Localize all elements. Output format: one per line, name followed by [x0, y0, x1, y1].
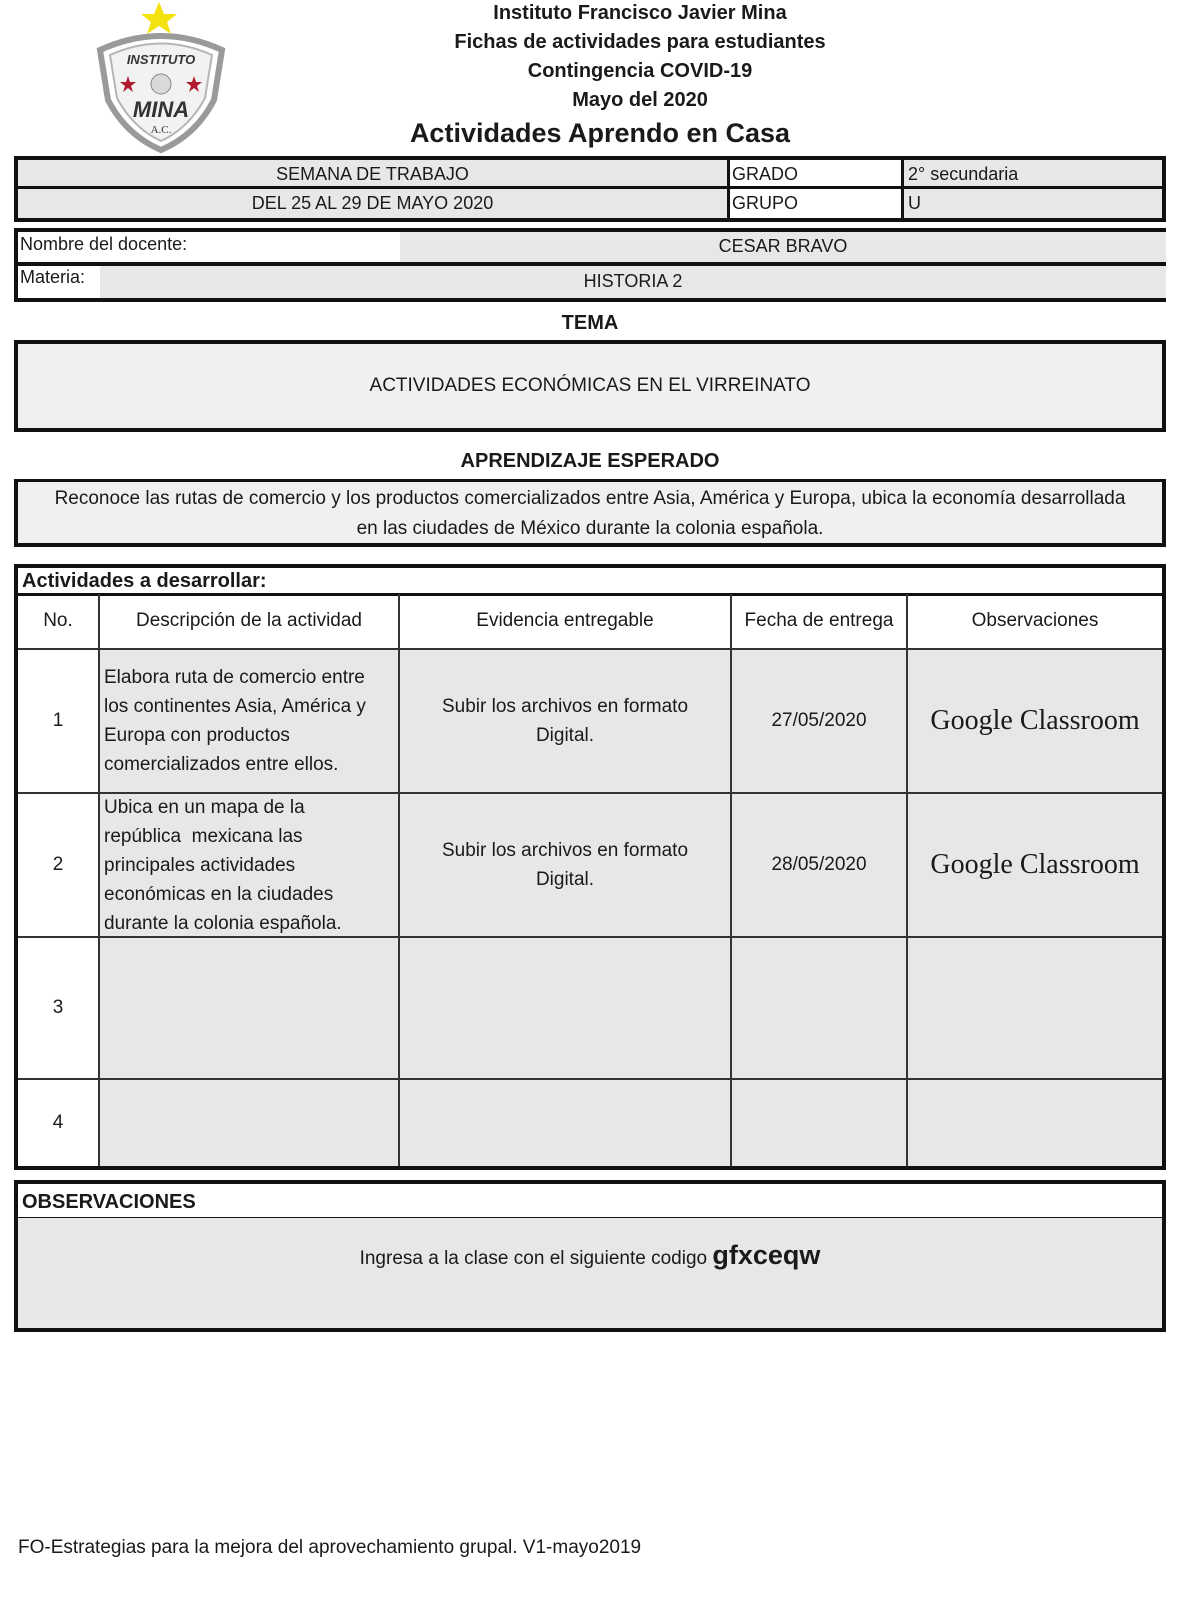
row-4-evidencia	[400, 1080, 732, 1166]
svg-text:A.C.: A.C.	[150, 124, 172, 136]
aprendizaje-title: APRENDIZAJE ESPERADO	[460, 450, 720, 472]
row-3-descripcion	[100, 938, 400, 1080]
header-observaciones: Observaciones	[908, 594, 1162, 650]
row-2-evidencia	[400, 794, 732, 938]
svg-text:INSTITUTO: INSTITUTO	[126, 52, 196, 67]
row-4-no: 4	[18, 1080, 100, 1166]
row-3-no: 3	[18, 938, 100, 1080]
row-3-evidencia	[400, 938, 732, 1080]
row-1-desc-line-2: los continentes Asia, América y	[104, 696, 366, 717]
observaciones-title: OBSERVACIONES	[14, 1180, 1166, 1220]
aprendizaje-line-1: Reconoce las rutas de comercio y los productos comercializados entre Asia, América y Europa, ubica la economía desarrollada	[54, 488, 1126, 509]
aprendizaje-line-2: en las ciudades de México durante la colonia española.	[356, 518, 824, 539]
row-1-desc-line-3: Europa con productos	[104, 725, 290, 746]
row-2-desc-line-2: república mexicana las	[104, 825, 303, 847]
row-4-descripcion	[100, 1080, 400, 1166]
docente-row	[14, 228, 1166, 264]
materia-row	[14, 262, 1166, 302]
row-2-desc-line-1: Ubica en un mapa de la	[104, 796, 305, 818]
header-evidencia: Evidencia entregable	[400, 594, 732, 650]
footer-text: FO-Estrategias para la mejora del aprovechamiento grupal. V1-mayo2019	[18, 1537, 642, 1558]
row-2-no: 2	[18, 794, 100, 938]
row-2-evid-line-2: Digital.	[535, 869, 595, 890]
docente-label: Nombre del docente:	[20, 234, 188, 254]
info-table	[14, 156, 1166, 222]
row-1-evid-line-1: Subir los archivos en formato	[441, 696, 689, 717]
class-code: gfxceqw	[712, 1240, 821, 1270]
row-2-evid-line-1: Subir los archivos en formato	[441, 840, 689, 861]
grado-label: GRADO	[730, 160, 904, 186]
actividades-title: Actividades a desarrollar:	[14, 564, 1166, 596]
semana-label: SEMANA DE TRABAJO	[18, 160, 730, 186]
tema-value: ACTIVIDADES ECONÓMICAS EN EL VIRREINATO	[14, 340, 1166, 432]
row-1-evid-line-2: Digital.	[535, 725, 595, 746]
institute-logo	[86, 0, 236, 156]
row-2-fecha: 28/05/2020	[732, 794, 908, 938]
row-2-desc-line-3: principales actividades	[104, 854, 296, 876]
row-3-fecha	[732, 938, 908, 1080]
header-line-3: Contingencia COVID-19	[527, 60, 753, 82]
svg-text:MINA: MINA	[132, 97, 190, 122]
row-1-evidencia	[400, 650, 732, 794]
header-descripcion: Descripción de la actividad	[100, 594, 400, 650]
header-line-2: Fichas de actividades para estudiantes	[454, 31, 826, 53]
main-title: Actividades Aprendo en Casa	[409, 118, 791, 148]
grupo-label: GRUPO	[730, 189, 904, 218]
observaciones-box	[14, 1218, 1166, 1332]
materia-value: HISTORIA 2	[100, 266, 1166, 298]
row-2-descripcion	[100, 794, 400, 938]
row-1-fecha: 27/05/2020	[732, 650, 908, 794]
row-2-desc-line-5: durante la colonia española.	[104, 912, 342, 934]
aprendizaje-box	[14, 479, 1166, 547]
row-3-observaciones	[908, 938, 1162, 1080]
header-line-4: Mayo del 2020	[572, 89, 708, 111]
row-1-desc-line-4: comercializados entre ellos.	[104, 754, 339, 775]
tema-title: TEMA	[561, 312, 619, 334]
header-line-1: Instituto Francisco Javier Mina	[493, 2, 787, 24]
docente-name: CESAR BRAVO	[718, 236, 848, 256]
semana-value: DEL 25 AL 29 DE MAYO 2020	[18, 189, 730, 218]
actividades-table	[14, 594, 1166, 1170]
grado-value: 2° secundaria	[904, 160, 1162, 186]
row-1-observaciones: Google Classroom	[908, 650, 1162, 794]
row-2-desc-line-4: económicas en la ciudades	[104, 883, 334, 905]
materia-label: Materia:	[20, 267, 86, 287]
row-4-observaciones	[908, 1080, 1162, 1166]
row-1-no: 1	[18, 650, 100, 794]
header-fecha: Fecha de entrega	[732, 594, 908, 650]
row-4-fecha	[732, 1080, 908, 1166]
shield-logo-icon	[86, 0, 236, 156]
header-no: No.	[18, 594, 100, 650]
row-2-observaciones: Google Classroom	[908, 794, 1162, 938]
row-1-descripcion	[100, 650, 400, 794]
observaciones-text: Ingresa a la clase con el siguiente codigo	[359, 1248, 708, 1269]
row-1-desc-line-1: Elabora ruta de comercio entre	[104, 667, 365, 688]
grupo-value: U	[904, 189, 1162, 218]
docente-value	[400, 232, 1166, 262]
